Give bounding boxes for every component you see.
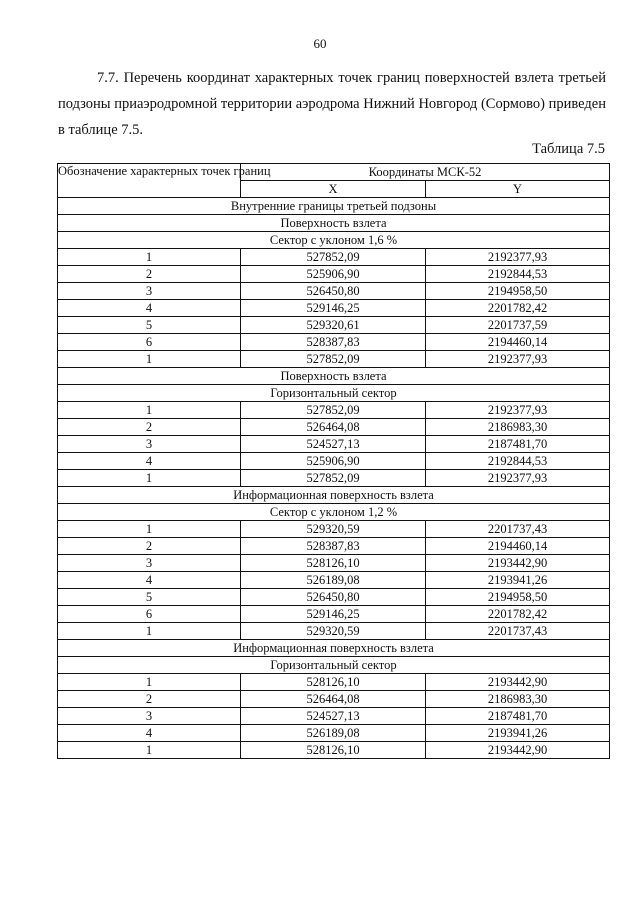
header-coordinates: Координаты МСК-52: [241, 164, 610, 181]
table-row: [58, 436, 610, 453]
cell-y: 2193941,26: [426, 725, 610, 742]
cell-x: 527852,09: [241, 351, 426, 368]
section-title: Горизонтальный сектор: [58, 657, 610, 674]
section-row: [58, 385, 610, 402]
section-row: [58, 368, 610, 385]
cell-point: 3: [58, 708, 241, 725]
table-row: [58, 691, 610, 708]
cell-y: 2186983,30: [426, 419, 610, 436]
cell-y: 2201782,42: [426, 300, 610, 317]
section-row: [58, 640, 610, 657]
section-row: [58, 198, 610, 215]
cell-x: 529320,61: [241, 317, 426, 334]
section-title: Информационная поверхность взлета: [58, 640, 610, 657]
cell-x: 527852,09: [241, 402, 426, 419]
cell-y: 2192844,53: [426, 453, 610, 470]
table-row: [58, 402, 610, 419]
section-row: [58, 487, 610, 504]
table-row: [58, 453, 610, 470]
table-row: [58, 249, 610, 266]
cell-y: 2201737,43: [426, 623, 610, 640]
table-row: [58, 674, 610, 691]
cell-point: 1: [58, 674, 241, 691]
cell-point: 3: [58, 436, 241, 453]
cell-y: 2193442,90: [426, 742, 610, 759]
cell-x: 529320,59: [241, 623, 426, 640]
table-row: [58, 351, 610, 368]
cell-point: 3: [58, 555, 241, 572]
cell-point: 1: [58, 623, 241, 640]
cell-x: 528387,83: [241, 538, 426, 555]
section-title: Сектор с уклоном 1,2 %: [58, 504, 610, 521]
cell-point: 1: [58, 351, 241, 368]
cell-point: 2: [58, 691, 241, 708]
cell-y: 2192377,93: [426, 402, 610, 419]
cell-point: 5: [58, 589, 241, 606]
cell-point: 4: [58, 572, 241, 589]
cell-x: 528126,10: [241, 555, 426, 572]
coordinates-table: [57, 163, 610, 759]
section-row: [58, 657, 610, 674]
cell-x: 525906,90: [241, 453, 426, 470]
table-row: [58, 725, 610, 742]
cell-point: 5: [58, 317, 241, 334]
cell-x: 526450,80: [241, 589, 426, 606]
table-row: [58, 538, 610, 555]
cell-x: 529320,59: [241, 521, 426, 538]
cell-x: 526464,08: [241, 419, 426, 436]
section-title: Внутренние границы третьей подзоны: [58, 198, 610, 215]
cell-x: 527852,09: [241, 470, 426, 487]
cell-y: 2187481,70: [426, 708, 610, 725]
section-row: [58, 232, 610, 249]
cell-point: 6: [58, 334, 241, 351]
cell-y: 2186983,30: [426, 691, 610, 708]
table-row: [58, 708, 610, 725]
cell-y: 2193442,90: [426, 555, 610, 572]
table-caption: Таблица 7.5: [532, 141, 605, 157]
table-row: [58, 283, 610, 300]
table-row: [58, 300, 610, 317]
cell-x: 529146,25: [241, 606, 426, 623]
cell-point: 4: [58, 725, 241, 742]
section-title: Горизонтальный сектор: [58, 385, 610, 402]
cell-y: 2194958,50: [426, 589, 610, 606]
cell-y: 2192377,93: [426, 351, 610, 368]
cell-x: 528126,10: [241, 742, 426, 759]
page-number: 60: [313, 36, 327, 51]
header-x: X: [241, 181, 426, 198]
cell-x: 525906,90: [241, 266, 426, 283]
table-row: [58, 419, 610, 436]
table-row: [58, 623, 610, 640]
section-row: [58, 215, 610, 232]
cell-x: 528387,83: [241, 334, 426, 351]
cell-point: 4: [58, 300, 241, 317]
cell-y: 2201737,43: [426, 521, 610, 538]
cell-x: 524527,13: [241, 436, 426, 453]
table-row: [58, 334, 610, 351]
header-y: Y: [426, 181, 610, 198]
cell-y: 2201782,42: [426, 606, 610, 623]
cell-y: 2187481,70: [426, 436, 610, 453]
table-body: [58, 198, 610, 759]
intro-paragraph: 7.7. Перечень координат характерных точек границ поверхностей взлета третьей подзоны приаэродромной территории аэродрома Нижний Новгород (Сормово) приведен в таблице 7.5.: [58, 69, 606, 138]
table-row: [58, 521, 610, 538]
cell-x: 528126,10: [241, 674, 426, 691]
cell-x: 526450,80: [241, 283, 426, 300]
table-row: [58, 589, 610, 606]
table-row: [58, 572, 610, 589]
cell-y: 2193941,26: [426, 572, 610, 589]
cell-point: 4: [58, 453, 241, 470]
table-header: [58, 164, 610, 198]
cell-y: 2194460,14: [426, 334, 610, 351]
cell-point: 3: [58, 283, 241, 300]
cell-point: 1: [58, 742, 241, 759]
cell-point: 1: [58, 521, 241, 538]
cell-y: 2192377,93: [426, 249, 610, 266]
table-row: [58, 317, 610, 334]
cell-x: 526189,08: [241, 725, 426, 742]
cell-y: 2192844,53: [426, 266, 610, 283]
cell-point: 1: [58, 402, 241, 419]
cell-point: 1: [58, 249, 241, 266]
cell-y: 2192377,93: [426, 470, 610, 487]
table-row: [58, 606, 610, 623]
cell-x: 524527,13: [241, 708, 426, 725]
cell-x: 526464,08: [241, 691, 426, 708]
cell-point: 1: [58, 470, 241, 487]
cell-y: 2201737,59: [426, 317, 610, 334]
section-row: [58, 504, 610, 521]
section-title: Сектор с уклоном 1,6 %: [58, 232, 610, 249]
table-row: [58, 470, 610, 487]
cell-x: 527852,09: [241, 249, 426, 266]
cell-point: 2: [58, 266, 241, 283]
header-point-designation: Обозначение характерных точек границ: [58, 164, 241, 198]
cell-y: 2194958,50: [426, 283, 610, 300]
cell-point: 2: [58, 419, 241, 436]
cell-x: 529146,25: [241, 300, 426, 317]
table-row: [58, 266, 610, 283]
table-row: [58, 555, 610, 572]
section-title: Поверхность взлета: [58, 215, 610, 232]
cell-y: 2194460,14: [426, 538, 610, 555]
section-title: Информационная поверхность взлета: [58, 487, 610, 504]
cell-y: 2193442,90: [426, 674, 610, 691]
section-title: Поверхность взлета: [58, 368, 610, 385]
cell-x: 526189,08: [241, 572, 426, 589]
cell-point: 6: [58, 606, 241, 623]
cell-point: 2: [58, 538, 241, 555]
table-row: [58, 742, 610, 759]
